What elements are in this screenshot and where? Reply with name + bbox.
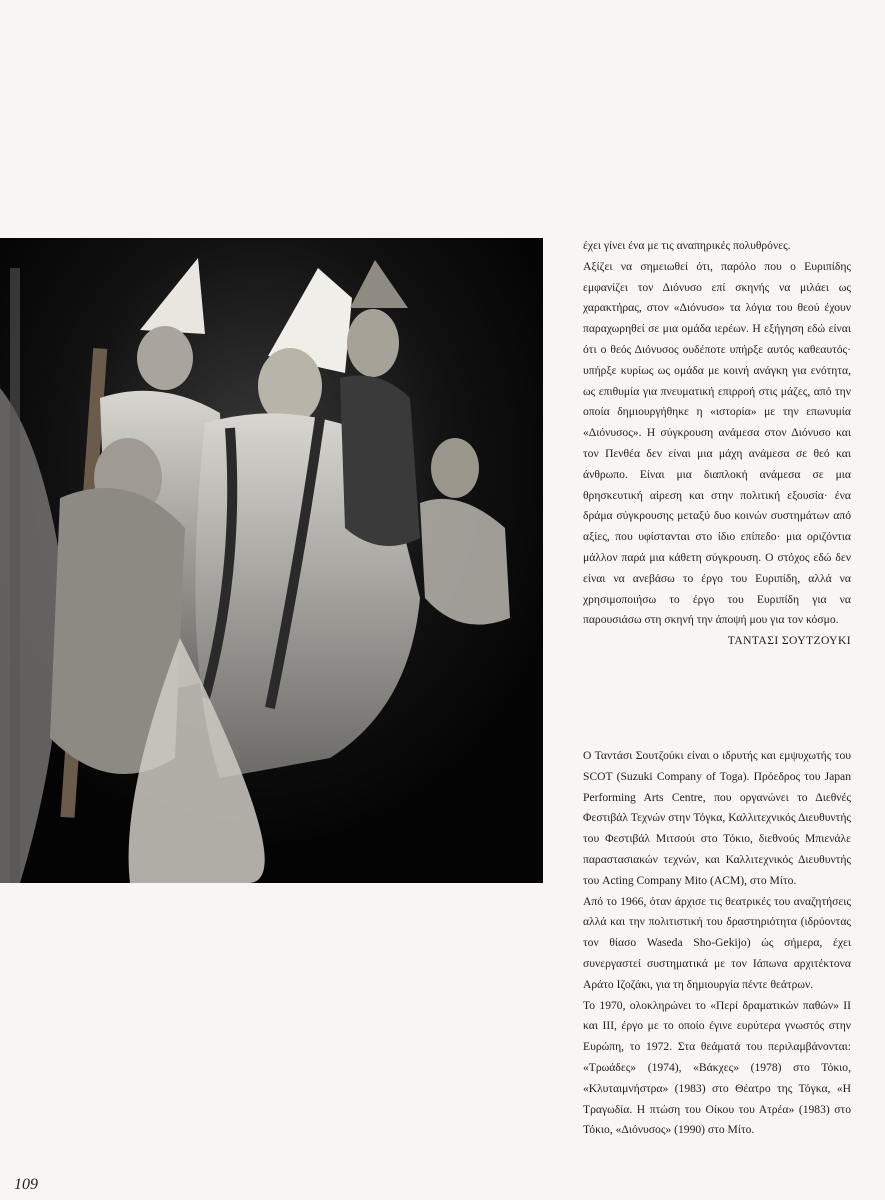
bio-paragraph: Το 1970, ολοκληρώνει το «Περί δραματικών παθών» II και III, έργο με το οποίο έγινε ευρύτερα γνωστός στην Ευρώπη, το 1972. Στα θεάματά του περιλαμβάνονται: «Τρωάδες» (1974), «Βάκχες» (1978) στο Τόκιο, «Κλυταιμνήστρα» (1983) στο Θέατρο της Τόγκα, «Η Τραγωδία. Η πτώση του Οίκου του Ατρέα» (1983) στο Τόκιο, «Διόνυσος» (1990) στο Μίτο. — [583, 998, 851, 1137]
quote-paragraph: έχει γίνει ένα με τις αναπηρικές πολυθρόνες. — [583, 239, 791, 252]
quote-paragraph: Αξίζει να σημειωθεί ότι, παρόλο που ο Ευριπίδης εμφανίζει τον Διόνυσο επί σκηνής να μιλάει ως χαρακτήρας, στον «Διόνυσο» τα λόγια του θεού έχουν παραχωρηθεί σε μια ομάδα ιερέων. Η εξήγηση εδώ είναι ότι ο θεός Διόνυσος ουδέποτε υπήρξε αυτός καθεαυτός· υπήρξε κυρίως ως ομάδα με κοινή ανάγκη για ενότητα, ως επιθυμία για πνευματική επιρροή στις μάζες, από την οποία δημιουργήθηκε η «ιστορία» με την επωνυμία «Διόνυσος». Η σύγκρουση ανάμεσα στον Διόνυσο και τον Πενθέα δεν είναι μια μάχη ανάμεσα σε θεό και άνθρωπο. Είναι μια διαπλοκή ανάμεσα σε μια θρησκευτική αίρεση και στην πολιτική εξουσία· ένα δράμα σύγκρουσης μεταξύ δυο κοινών συστημάτων από αξίες, που υφίστανται στο ίδιο επίπεδο· μια οριζόντια μάλλον παρά μια κάθετη σύγκρουση. Ο στόχος εδώ δεν είναι να ανεβάσω το έργο του Ευριπίδη, αλλά να χρησιμοποιήσω το έργο του Ευριπίδη για να παρουσιάσω στη σκηνή την άποψή μου για τον κόσμο. — [583, 259, 851, 627]
performance-photo — [0, 238, 543, 883]
bio-column — [583, 746, 851, 1141]
quote-column — [583, 236, 851, 652]
bio-paragraph: Ο Ταντάσι Σουτζούκι είναι ο ιδρυτής και εμψυχωτής του SCOT (Suzuki Company of Toga). Πρόεδρος του Japan Performing Arts Centre, που οργανώνει το Διεθνές Φεστιβάλ Τεχνών στην Τόγκα, Καλλιτεχνικός Διευθυντής του Φεστιβάλ Μιτσούι στο Τόκιο, διεθνούς Μπιενάλε παραστασιακών τεχνών, και Καλλιτεχνικός Διευθυντής του Acting Company Mito (ACM), στο Μίτο. — [583, 749, 851, 887]
bio-paragraph: Από το 1966, όταν άρχισε τις θεατρικές του αναζητήσεις αλλά και την πολιτιστική του δραστηριότητα (ιδρύοντας τον θίασο Waseda Sho-Gekijo) ώς σήμερα, έχει συνεργαστεί συστηματικά με τον Ιάπωνα αρχιτέκτονα Αράτο Ιζοζάκι, για τη δημιουργία πέντε θεάτρων. — [583, 894, 851, 991]
theatre-performance-photo-icon — [0, 238, 543, 883]
page-number: 109 — [14, 1176, 38, 1193]
quote-signature: ΤΑΝΤΑΣΙ ΣΟΥΤΖΟΥΚΙ — [727, 634, 851, 648]
